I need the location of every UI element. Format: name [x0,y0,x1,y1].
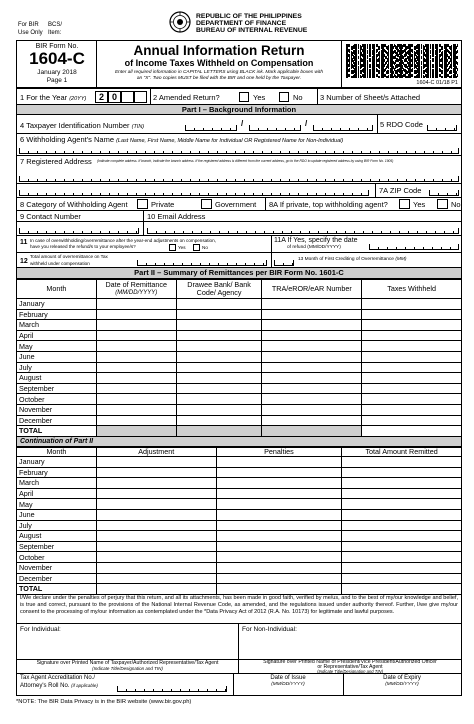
q11a-date-field[interactable] [369,244,459,250]
q12-text-1: Total amount of overremittance on Tax [30,254,108,259]
bank-cell[interactable] [176,373,262,384]
year-label: 1 For the Year (20YY) [20,93,87,102]
table-row [17,541,462,552]
month-cell: March [17,320,97,331]
bureau-label: BUREAU OF INTERNAL REVENUE [196,27,308,34]
taxes-cell[interactable] [362,320,462,331]
part2-header [16,268,462,279]
total-remitted-cell[interactable] [342,467,462,478]
zip-label: 7A ZIP Code [379,186,422,195]
tra-cell[interactable] [262,341,362,352]
month-cell: January [17,299,97,310]
penalties-cell[interactable] [216,509,342,520]
barcode-code: 1604-C 01/18 P1 [416,80,458,86]
penalties-cell[interactable] [216,562,342,573]
form-subtitle: of Income Taxes Withheld on Compensation [124,58,314,68]
total-remitted-cell[interactable] [342,499,462,510]
rdo-field[interactable] [427,125,457,131]
date-issue-label: Date of Issue [270,675,306,681]
form-title: Annual Information Return [133,43,305,58]
agent-name-label: 6 Withholding Agent's Name (Last Name, First Name, Middle Name for Individual OR Registered Name for Non-Individual) [20,135,344,144]
row-address [16,156,462,184]
adjustment-cell[interactable] [96,499,216,510]
tra-cell[interactable] [262,299,362,310]
table-row [17,299,462,310]
taxes-cell[interactable] [362,373,462,384]
contact-label: 9 Contact Number [20,212,81,221]
amended-yes-checkbox[interactable] [239,92,249,102]
total-remitted-cell[interactable] [342,478,462,489]
individual-signature-block[interactable] [16,624,239,660]
tra-cell[interactable] [262,404,362,415]
total-remitted-cell[interactable] [342,520,462,531]
date-issue-hint: (MM/DD/YYYY) [271,682,305,687]
year-digit-1[interactable]: 2 [95,91,108,103]
bank-cell[interactable] [176,394,262,405]
col-drawee-bank: Drawee Bank/ Bank Code/ Agency [176,280,262,299]
month-cell: September [17,383,97,394]
taxes-cell[interactable] [362,394,462,405]
q13-label: 13 Month of First Crediting of Overremittance (MM) [298,257,407,262]
table-row [17,362,462,373]
bank-cell[interactable] [176,320,262,331]
month-cell: August [17,531,97,542]
barcode-icon [346,44,458,78]
accreditation-label: Tax Agent Accreditation No./ [20,675,96,681]
adjustment-cell[interactable] [96,478,216,489]
tra-cell[interactable] [262,415,362,426]
date-cell[interactable] [96,341,176,352]
col-date-remittance: Date of Remittance (MM/DD/YYYY) [96,280,176,299]
top-agent-no-checkbox[interactable] [437,199,448,209]
bir-seal-icon [169,11,191,33]
tra-cell[interactable] [262,320,362,331]
data-privacy-note: *NOTE: The BIR Data Privacy is in the BIR website (www.bir.gov.ph) [16,699,192,705]
continuation-title: Continuation of Part II [20,438,94,445]
month-cell: October [17,552,97,563]
total-remitted-cell[interactable] [342,509,462,520]
month-cell: December [17,573,97,584]
month-cell: June [17,351,97,362]
instruction-line-1: Enter all required information in CAPITAL LETTERS using BLACK ink. Mark applicable boxes with [114,70,324,75]
total-penalties-cell[interactable] [216,584,342,595]
top-agent-yes-checkbox[interactable] [399,199,410,209]
table-row [17,562,462,573]
republic-label: REPUBLIC OF THE PHILIPPINES [196,13,302,20]
table-row [17,383,462,394]
adjustment-cell[interactable] [96,509,216,520]
department-label: DEPARTMENT OF FINANCE [196,20,287,27]
row-address-2 [16,184,462,198]
amended-no-label: No [293,93,303,102]
date-cell[interactable] [96,299,176,310]
adjustment-cell[interactable] [96,552,216,563]
col-penalties: Penalties [216,448,342,457]
year-digit-2[interactable]: 0 [108,91,121,103]
table-row [17,520,462,531]
non-individual-signature-caption [239,660,462,674]
private-checkbox[interactable] [137,199,148,209]
tra-cell[interactable] [262,383,362,394]
taxes-cell[interactable] [362,299,462,310]
taxes-cell[interactable] [362,309,462,320]
q13-month-field[interactable] [274,260,294,266]
accreditation-row [16,674,462,696]
barcode-block [342,40,462,88]
table-row [17,351,462,362]
q11-yes-label: Yes [178,245,186,250]
table-row [17,573,462,584]
table-row [17,467,462,478]
q11a-label: 11A If Yes, specify the date [274,237,358,244]
taxes-cell[interactable] [362,341,462,352]
remittance-table-header [17,280,462,299]
tin-label: 4 Taxpayer Identification Number (TIN) [20,121,145,130]
date-cell[interactable] [96,394,176,405]
tra-cell[interactable] [262,362,362,373]
total-row [17,584,462,595]
total-remitted-cell[interactable] [342,457,462,468]
table-row [17,509,462,520]
row-contact-fields [16,222,462,236]
table-row [17,373,462,384]
month-cell: April [17,488,97,499]
date-cell[interactable] [96,362,176,373]
penalties-cell[interactable] [216,467,342,478]
bank-cell[interactable] [176,309,262,320]
bank-cell[interactable] [176,404,262,415]
row-q11 [16,236,462,253]
bank-cell[interactable] [176,415,262,426]
continuation-table-header [17,448,462,457]
penalties-cell[interactable] [216,541,342,552]
part2-title: Part II – Summary of Remittances per BIR Form No. 1601-C [134,268,344,277]
email-label: 10 Email Address [147,212,206,221]
date-cell[interactable] [96,404,176,415]
page-label: Page 1 [46,77,68,84]
bank-cell[interactable] [176,341,262,352]
col-tra-number: TRA/eROR/eAR Number [262,280,362,299]
sig-individual-hint: (Indicate Title/Designation and TIN) [92,666,163,671]
bank-cell[interactable] [176,299,262,310]
government-label: Government [215,200,257,209]
title-block [96,40,342,88]
item-label: Item: [48,30,62,36]
q12-amount-field[interactable] [137,260,267,266]
q11a-hint: of refund (MM/DD/YYYY) [287,245,341,250]
month-cell: March [17,478,97,489]
amended-no-checkbox[interactable] [279,92,289,102]
sig-non-individual-label-2: or Representative/Tax Agent [317,664,383,671]
total-remitted-total-cell[interactable] [342,584,462,595]
col-total-remitted: Total Amount Remitted [342,448,462,457]
sig-non-individual-label: Signature over Printed Name of President/Vice President/Authorized Officer [263,659,437,665]
month-cell: July [17,362,97,373]
date-cell[interactable] [96,383,176,394]
total-remitted-cell[interactable] [342,488,462,499]
total-remitted-cell[interactable] [342,562,462,573]
total-taxes-cell[interactable] [362,426,462,437]
month-cell: December [17,415,97,426]
taxes-cell[interactable] [362,330,462,341]
table-row [17,341,462,352]
total-remitted-cell[interactable] [342,552,462,563]
year-digit-3[interactable] [121,91,134,103]
amended-yes-label: Yes [253,93,266,102]
for-individual-label: For Individual: [20,626,61,633]
month-cell: April [17,330,97,341]
continuation-table [16,447,462,595]
part1-title: Part I – Background Information [181,105,297,114]
penalties-cell[interactable] [216,478,342,489]
tin-field-3[interactable] [313,125,373,131]
date-cell[interactable] [96,351,176,362]
adjustment-cell[interactable] [96,520,216,531]
declaration-text: I/We declare under the penalties of perjury that this return, and all its attachments, has been made in good faith, verified by me/us, and to the best of my/our knowledge and belief, is true and correct, pursuant to the provisions of the National Internal Revenue Code, as amended, and the regulations issued under authority thereof. Further, I/we give my/our consent to the processing of my/our information as contemplated under the *Data Privacy Act of 2012 (R.A. No. 10173) for legitimate and lawful purposes. [20,595,458,615]
instruction-line-2: an "X". Two copies MUST be filed with the BIR and one held by the Taxpayer. [136,76,302,81]
date-expiry-hint: (MM/DD/YYYY) [385,682,419,687]
total-row [17,426,462,437]
address-label: 7 Registered Address [20,157,92,166]
table-row [17,330,462,341]
contact-field[interactable] [19,228,139,234]
amended-label: 2 Amended Return? [153,93,220,102]
row-category [16,198,462,211]
taxes-cell[interactable] [362,383,462,394]
use-only-label: Use Only [18,30,43,36]
top-agent-no-label: No [451,200,461,209]
bcs-label: BCS/ [48,22,63,28]
government-checkbox[interactable] [201,199,212,209]
date-cell[interactable] [96,373,176,384]
adjustment-cell[interactable] [96,467,216,478]
tin-field-2[interactable] [249,125,301,131]
q12-text-2: withheld under compensation [30,261,90,266]
tin-field-1[interactable] [185,125,237,131]
rdo-label: 5 RDO Code [380,120,423,129]
form-number-block [16,40,96,88]
agent-name-field[interactable] [19,148,459,154]
total-remitted-cell[interactable] [342,541,462,552]
taxes-cell[interactable] [362,362,462,373]
date-cell[interactable] [96,320,176,331]
attorney-roll-label: Attorney's Roll No. (if applicable) [20,683,98,689]
row-agent-name [16,134,462,156]
individual-signature-caption [16,660,239,674]
table-row [17,320,462,331]
table-row [17,499,462,510]
month-cell: September [17,541,97,552]
date-cell[interactable] [96,309,176,320]
row-year [16,88,462,105]
row-q12 [16,253,462,268]
form-date: January 2018 [37,69,77,76]
q11-no-checkbox[interactable] [193,244,200,251]
tra-cell[interactable] [262,373,362,384]
for-non-individual-label: For Non-Individual: [242,626,297,633]
penalties-cell[interactable] [216,552,342,563]
col-month: Month [17,280,97,299]
remittance-table [16,279,462,437]
penalties-cell[interactable] [216,499,342,510]
category-label: 8 Category of Withholding Agent [20,200,128,209]
sheets-label: 3 Number of Sheet/s Attached [320,93,421,102]
total-label: TOTAL [17,426,97,437]
penalties-cell[interactable] [216,488,342,499]
table-row [17,488,462,499]
bank-cell[interactable] [176,383,262,394]
for-bir-label: For BIR [18,22,39,28]
tra-cell[interactable] [262,351,362,362]
month-cell: November [17,562,97,573]
tin-slash-2: / [305,119,308,128]
total-adjustment-cell[interactable] [96,584,216,595]
address-hint: (Indicate complete address. If branch, indicate the branch address. If the registered address is different from the current address, go to the RDO to update registered address by using BIR Form No. 1905) [97,159,394,163]
total-label: TOTAL [17,584,97,595]
private-label: Private [151,200,175,209]
date-cell[interactable] [96,415,176,426]
tra-cell[interactable] [262,309,362,320]
q11-text-1: In case of overwithholding/overremittance after the year-end adjustments on compensation, [30,238,216,243]
month-cell: August [17,373,97,384]
q12-number: 12 [20,258,28,265]
table-row [17,478,462,489]
penalties-cell[interactable] [216,457,342,468]
col-taxes-withheld: Taxes Withheld [362,280,462,299]
q11-number: 11 [20,239,28,246]
col-month: Month [17,448,97,457]
table-row [17,531,462,542]
bank-cell[interactable] [176,330,262,341]
month-cell: October [17,394,97,405]
tra-cell[interactable] [262,330,362,341]
adjustment-cell[interactable] [96,531,216,542]
q11-yes-checkbox[interactable] [169,244,176,251]
month-cell: July [17,520,97,531]
table-row [17,394,462,405]
bank-cell[interactable] [176,351,262,362]
year-digit-4[interactable] [134,91,147,103]
adjustment-cell[interactable] [96,488,216,499]
tin-slash-1: / [241,119,244,128]
date-expiry-label: Date of Expiry [383,675,421,681]
table-row [17,309,462,320]
sig-individual-label: Signature over Printed Name of Taxpayer/Authorized Representative/Tax Agent [36,660,219,666]
top-agent-label: 8A If private, top withholding agent? [269,200,388,209]
row-contact [16,211,462,222]
q11-text-2: have you released the refund/s to your employee/s? [30,244,136,249]
month-cell: November [17,404,97,415]
month-cell: June [17,509,97,520]
adjustment-cell[interactable] [96,573,216,584]
part1-header [16,105,462,115]
top-agent-yes-label: Yes [413,200,426,209]
penalties-cell[interactable] [216,573,342,584]
month-cell: May [17,341,97,352]
sig-non-individual-hint: (Indicate Title/Designation and TIN) [317,669,383,675]
taxes-cell[interactable] [362,351,462,362]
adjustment-cell[interactable] [96,562,216,573]
total-remitted-cell[interactable] [342,573,462,584]
q11-no-label: No [202,245,208,250]
month-cell: May [17,499,97,510]
taxes-cell[interactable] [362,404,462,415]
col-adjustment: Adjustment [96,448,216,457]
address-field-1[interactable] [19,176,459,182]
tra-cell[interactable] [262,394,362,405]
non-individual-signature-block[interactable] [239,624,462,660]
month-cell: February [17,309,97,320]
table-row [17,415,462,426]
month-cell: February [17,467,97,478]
bank-cell[interactable] [176,362,262,373]
continuation-header [16,437,462,447]
declaration-block [16,594,462,624]
row-tin [16,115,462,134]
form-number: 1604-C [29,49,85,68]
table-row [17,552,462,563]
zip-field[interactable] [429,190,459,196]
form-no-label: BIR Form No. [35,43,79,50]
total-remitted-cell[interactable] [342,531,462,542]
adjustment-cell[interactable] [96,457,216,468]
date-cell[interactable] [96,330,176,341]
email-field[interactable] [147,228,459,234]
adjustment-cell[interactable] [96,541,216,552]
accreditation-field[interactable] [117,686,227,692]
table-row [17,457,462,468]
penalties-cell[interactable] [216,520,342,531]
table-row [17,404,462,415]
taxes-cell[interactable] [362,415,462,426]
penalties-cell[interactable] [216,531,342,542]
month-cell: January [17,457,97,468]
address-field-2[interactable] [19,190,369,196]
